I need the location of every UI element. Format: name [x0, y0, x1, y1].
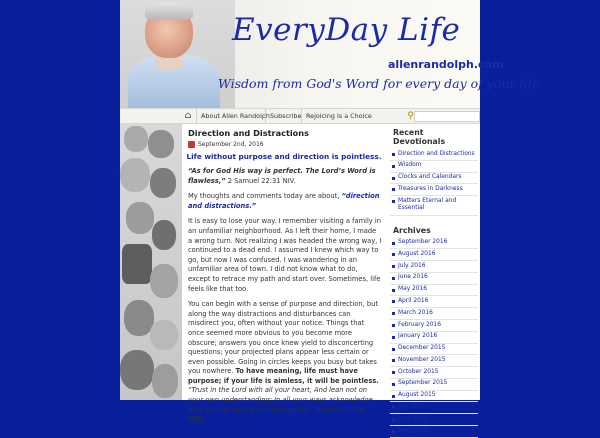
archive-item[interactable] — [390, 402, 478, 414]
archive-item[interactable] — [390, 320, 478, 332]
recent-item[interactable] — [390, 149, 478, 161]
bullet-icon — [392, 324, 395, 327]
archive-item[interactable] — [390, 344, 478, 356]
bullet-icon — [392, 348, 395, 351]
archive-item[interactable] — [390, 249, 478, 261]
collage-photo — [150, 264, 178, 298]
bullet-icon — [392, 265, 395, 268]
nav-bar — [120, 108, 480, 124]
archive-item[interactable] — [390, 308, 478, 320]
archive-item[interactable] — [390, 273, 478, 285]
author-photo — [120, 0, 235, 108]
bullet-icon — [392, 188, 395, 191]
search-icon[interactable]: ⚲ — [407, 111, 414, 121]
archive-item-label[interactable]: January 2016 — [398, 333, 438, 340]
collage-photo — [152, 220, 176, 250]
bullet-icon — [392, 359, 395, 362]
bullet-icon — [392, 395, 395, 398]
site-header — [120, 0, 544, 108]
post-intro — [188, 192, 382, 211]
recent-item[interactable] — [390, 161, 478, 173]
archive-item[interactable] — [390, 355, 478, 367]
archive-item[interactable] — [390, 414, 478, 426]
bullet-icon — [392, 177, 395, 180]
archive-item[interactable] — [390, 296, 478, 308]
archive-item[interactable] — [390, 367, 478, 379]
bullet-icon — [392, 300, 395, 303]
bullet-icon — [392, 200, 395, 203]
nav-item-subscribe[interactable]: Subscribe — [265, 109, 305, 123]
archive-item-label[interactable]: October 2015 — [398, 368, 439, 375]
intro-emphasis: “direction and distractions.” — [188, 192, 380, 210]
bullet-icon — [392, 153, 395, 156]
archive-item-label[interactable]: May 2016 — [398, 286, 428, 293]
post-date-text: September 2nd, 2016 — [198, 141, 264, 148]
post-lead: Life without purpose and direction is pointless. — [186, 152, 382, 161]
archive-item-label[interactable]: June 2016 — [398, 274, 428, 281]
paragraph-2-italic: “Trust in the Lord with all your heart, And lean not on your own understanding; In all your ways acknowledge Him, And He shall direct your paths.” — [188, 386, 373, 414]
page — [120, 0, 544, 434]
archive-item[interactable] — [390, 379, 478, 391]
post-paragraph-1: It is easy to lose your way. I remember visiting a family in an unfamiliar neighborhood. As I left their home, I made a wrong turn. Not realizing I was headed the wrong way, I continued to a dead end. I assumed I knew which way to go, but now I was confused. I was wandering in an unfamiliar area of town. I did not know what to do, except to retrace my path and start over. Sometimes, life feels like that too. — [188, 217, 382, 293]
photo-collage — [120, 124, 182, 400]
scripture-ref: 2 Samuel 22:31 NIV. — [225, 176, 296, 185]
post-scripture — [188, 167, 382, 186]
archive-item-label[interactable]: June 2015 — [398, 415, 428, 422]
recent-item-label[interactable]: Matters Eternal and Essential — [398, 197, 457, 212]
post-date — [188, 141, 382, 148]
collage-photo — [126, 202, 154, 234]
bullet-icon — [392, 312, 395, 315]
archive-item-label[interactable]: July 2016 — [398, 262, 426, 269]
bullet-icon — [392, 430, 395, 433]
sidebar — [390, 128, 478, 434]
site-title[interactable]: EveryDay Life — [232, 12, 461, 48]
archive-item[interactable] — [390, 261, 478, 273]
paragraph-2-ref: Proverbs 3:5-6 NKJV. — [188, 405, 364, 424]
bullet-icon — [392, 418, 395, 421]
archive-item-label[interactable]: December 2015 — [398, 345, 446, 352]
home-icon[interactable]: ⌂ — [184, 111, 192, 121]
post-paragraph-2 — [188, 300, 382, 425]
archive-item-label[interactable]: July 2015 — [398, 404, 426, 411]
bullet-icon — [392, 406, 395, 409]
scripture-quote: “As for God His way is perfect. The Lord’s Word is flawless,” — [188, 167, 376, 185]
bullet-icon — [392, 336, 395, 339]
recent-devotionals-title: Recent Devotionals — [393, 128, 446, 146]
recent-item-label[interactable]: Clocks and Calendars — [398, 174, 462, 181]
nav-item-about[interactable]: About Allen Randolph — [196, 109, 274, 123]
collage-photo — [120, 350, 154, 390]
recent-item[interactable] — [390, 196, 478, 215]
archive-item-label[interactable]: August 2015 — [398, 392, 436, 399]
archive-item-label[interactable]: August 2016 — [398, 250, 436, 257]
nav-item-rejoicing[interactable]: Rejoicing Is a Choice — [301, 109, 376, 123]
calendar-icon — [188, 141, 195, 148]
recent-item[interactable] — [390, 184, 478, 196]
recent-item-label[interactable]: Wisdom — [398, 162, 422, 169]
collage-photo — [120, 158, 150, 192]
archives-title: Archives — [393, 225, 431, 235]
recent-item[interactable] — [390, 173, 478, 185]
bullet-icon — [392, 289, 395, 292]
bullet-icon — [392, 242, 395, 245]
archive-item[interactable] — [390, 426, 478, 438]
search-input[interactable] — [414, 111, 480, 122]
recent-item-label[interactable]: Treasures in Darkness — [398, 185, 463, 192]
post-title[interactable]: Direction and Distractions — [188, 128, 309, 138]
paragraph-2-bold: To have meaning, life must have purpose; if your life is aimless, it will be pointless. — [188, 367, 379, 385]
collage-photo — [122, 244, 152, 284]
site-url[interactable]: allenrandolph.com — [388, 58, 504, 71]
recent-devotionals-list — [390, 149, 478, 216]
recent-item-label[interactable]: Direction and Distractions — [398, 150, 475, 157]
archive-item-label[interactable]: September 2015 — [398, 380, 448, 387]
archives-list — [390, 238, 478, 438]
collage-photo — [150, 168, 176, 198]
bullet-icon — [392, 253, 395, 256]
archive-item-label[interactable]: September 2016 — [398, 239, 448, 246]
author-photo-hair — [145, 2, 193, 20]
collage-photo — [150, 320, 178, 350]
archive-item[interactable] — [390, 332, 478, 344]
bullet-icon — [392, 277, 395, 280]
archive-item[interactable] — [390, 285, 478, 297]
archive-item-label[interactable]: May 2015 — [398, 427, 428, 434]
bullet-icon — [392, 383, 395, 386]
collage-photo — [124, 126, 148, 152]
intro-text: My thoughts and comments today are about, — [188, 192, 342, 201]
post-content — [186, 128, 382, 424]
site-tagline: Wisdom from God's Word for every day of your life. — [218, 76, 544, 91]
collage-photo — [152, 364, 178, 398]
archive-item-label[interactable]: February 2016 — [398, 321, 441, 328]
archive-item[interactable] — [390, 238, 478, 250]
bullet-icon — [392, 165, 395, 168]
archive-item-label[interactable]: March 2016 — [398, 309, 433, 316]
archive-item-label[interactable]: November 2015 — [398, 356, 446, 363]
paragraph-2-text: You can begin with a sense of purpose and direction, but along the way distractions and disturbances can misdirect you, often without your notice. Things that once seemed more obvious to you become more obscure; answers you once knew yield to disconcerting questions; your projected plans appear less certain or even possible. Going in circles keeps you busy but takes you nowhere. — [188, 300, 378, 376]
archive-item-label[interactable]: April 2016 — [398, 298, 429, 304]
archive-item[interactable] — [390, 391, 478, 403]
bullet-icon — [392, 371, 395, 374]
collage-photo — [148, 130, 174, 158]
